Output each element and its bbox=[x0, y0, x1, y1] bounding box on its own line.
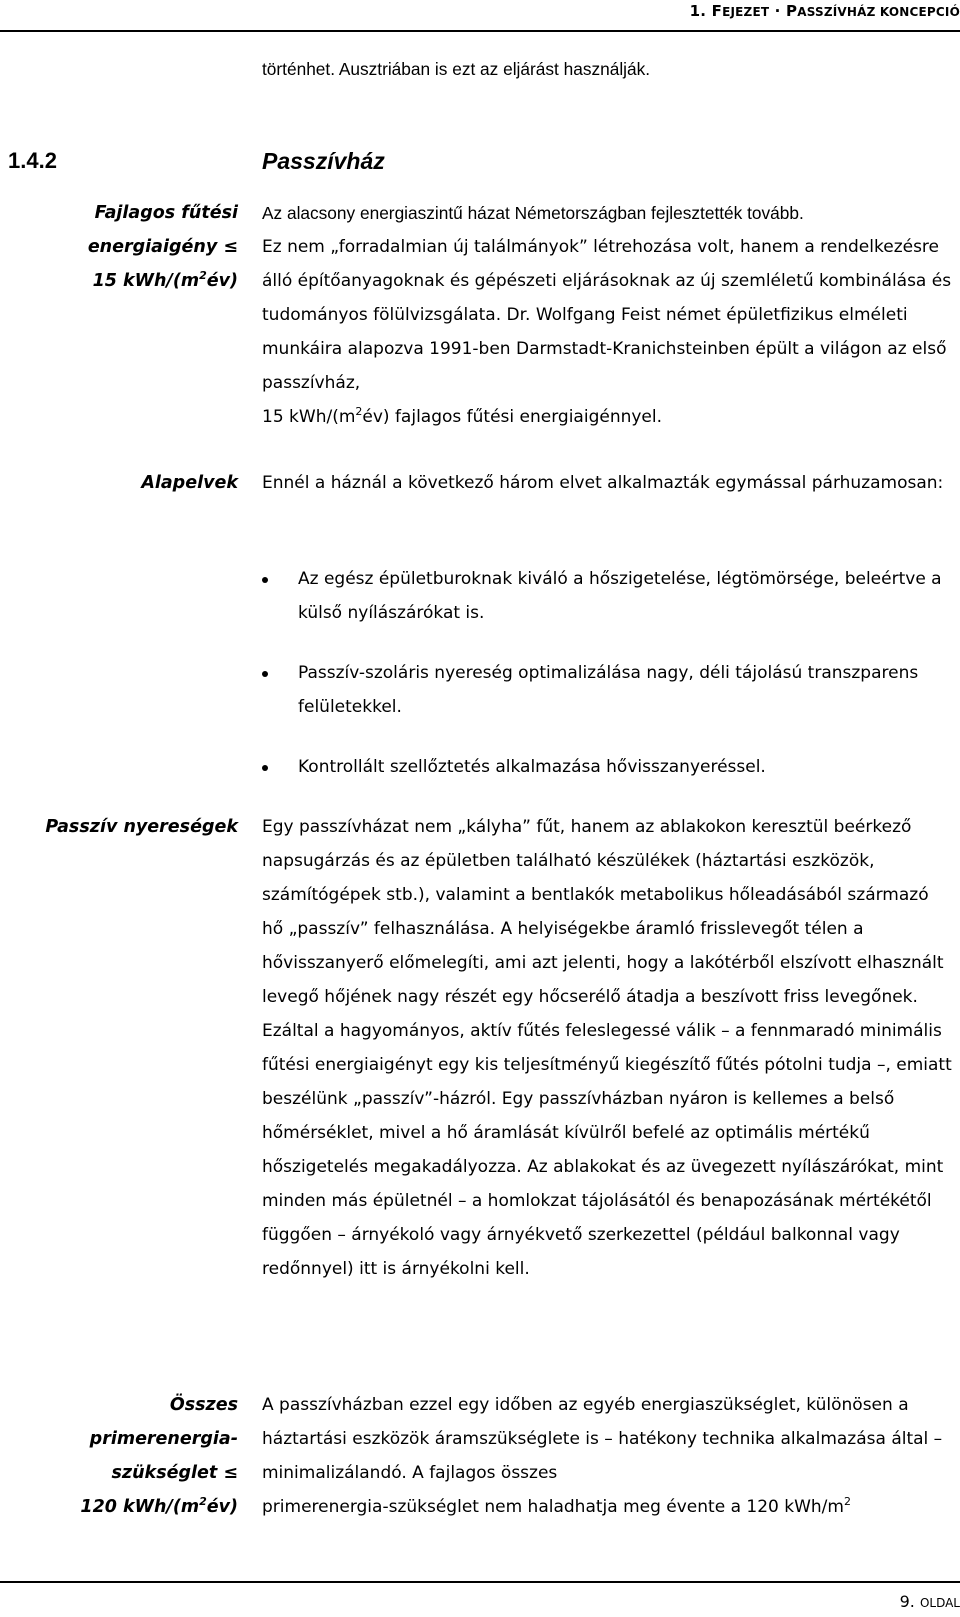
margin-note-passive-gains: Passzív nyereségek bbox=[45, 817, 238, 837]
margin-note-line: 120 kWh/$(m^2év)$ bbox=[80, 1495, 238, 1517]
paragraph-body: Ez nem „forradalmian új találmányok” létrehozása volt, hanem a rendelkezésre álló építőanyagoknak és gépészeti eljárásoknak az új szemléletű kombinálása és tudományos fölülvizsgálata. Dr. Wolfgang Feist német épületfizikus elméleti munkáira alapozva 1991-ben Darmstadt-Kranichsteinben épült a világon az első passzívház, bbox=[262, 237, 952, 393]
paragraph-last-line: primerenergia-szükséglet nem haladhatja meg évente a 120 kWh/$m^2$ bbox=[262, 1495, 851, 1517]
footer-rule bbox=[0, 1581, 960, 1583]
page-label: OLDAL bbox=[919, 1596, 960, 1610]
margin-note-line: 15 kWh/$(m^2év)$ bbox=[92, 269, 238, 291]
paragraph-first-line: Az alacsony energiaszintű házat Németországban fejlesztették tovább. bbox=[262, 203, 804, 223]
section-number: 1.4.2 bbox=[8, 148, 57, 173]
paragraph-principles: Ennél a háznál a következő három elvet alkalmazták egymással párhuzamosan: bbox=[262, 473, 944, 493]
principles-list bbox=[262, 562, 952, 810]
margin-note-line: Összes bbox=[169, 1395, 238, 1415]
paragraph-passive-house-intro bbox=[262, 196, 952, 434]
title-initial: P bbox=[786, 2, 798, 20]
margin-note-line: szükséglet ≤ bbox=[111, 1463, 238, 1483]
margin-note-heating-demand bbox=[8, 196, 238, 298]
section-title: Passzívház bbox=[262, 148, 385, 174]
chapter-number: 1. bbox=[689, 2, 707, 20]
margin-note-line: primerenergia- bbox=[89, 1429, 238, 1449]
list-item: Passzív-szoláris nyereség optimalizálása nagy, déli tájolású transzparens felületekkel. bbox=[262, 656, 952, 724]
list-item: Az egész épületburoknak kiváló a hőszigetelése, légtömörsége, beleértve a külső nyílászárókat is. bbox=[262, 562, 952, 630]
header-separator: · bbox=[774, 2, 781, 20]
paragraph-passive-gains: Egy passzívházat nem „kályha” fűt, hanem az ablakokon keresztül beérkező napsugárzás és az épületben található készülékek (háztartási eszközök, számítógépek stb.), valamint a bentlakók metabolikus hőleadásából származó hő „passzív” felhasználása. A helyiségekbe áramló frisslevegőt télen a hővisszanyerő előmelegíti, ami azt jelenti, hogy a lakótérből elszívott elhasznált levegő hőjének nagy részét egy hőcserélő átadja a beszívott friss levegőnek. Ezáltal a hagyományos, aktív fűtés feleslegessé válik – a fennmaradó minimális fűtési energiaigényt egy kis teljesítményű kiegészítő fűtés pótolni tudja –, emiatt beszélünk „passzív”-házról. Egy passzívházban nyáron is kellemes a belső hőmérséklet, mivel a hő áramlását kívülről befelé az optimális mértékű hőszigetelés megakadályozza. Az ablakokat és az üvegezett nyílászárókat, mint minden más épületnél – a homlokzat tájolásától és benapozásának mértékétől függően – árnyékoló vagy árnyékvető szerkezettel (például balkonnal vagy redőnnyel) itt is árnyékolni kell. bbox=[262, 817, 952, 1279]
margin-note-line: Fajlagos fűtési bbox=[94, 203, 238, 223]
paragraph-primary-energy bbox=[262, 1388, 952, 1524]
running-header bbox=[690, 2, 960, 20]
page-number: 9. bbox=[899, 1592, 915, 1611]
intro-paragraph: történhet. Ausztriában is ezt az eljárást használják. bbox=[262, 59, 651, 79]
list-item: Kontrollált szellőztetés alkalmazása hővisszanyeréssel. bbox=[262, 750, 952, 784]
chapter-word-rest: EJEZET bbox=[722, 5, 770, 19]
margin-note-principles: Alapelvek bbox=[141, 473, 238, 493]
margin-note-primary-energy bbox=[8, 1388, 238, 1524]
page-footer bbox=[900, 1592, 960, 1611]
paragraph-body: A passzívházban ezzel egy időben az egyéb energiaszükséglet, különösen a háztartási eszközök áramszükséglete is – hatékony technika alkalmazása által – minimalizálandó. A fajlagos összes bbox=[262, 1395, 943, 1483]
header-rule bbox=[0, 30, 960, 32]
paragraph-last-line: 15 kWh/$(m^2év)$ fajlagos fűtési energiaigénnyel. bbox=[262, 405, 663, 427]
margin-note-line: energiaigény ≤ bbox=[87, 237, 238, 257]
chapter-word-initial: F bbox=[711, 2, 723, 20]
title-rest: ASSZÍVHÁZ KONCEPCIÓ bbox=[797, 5, 960, 19]
